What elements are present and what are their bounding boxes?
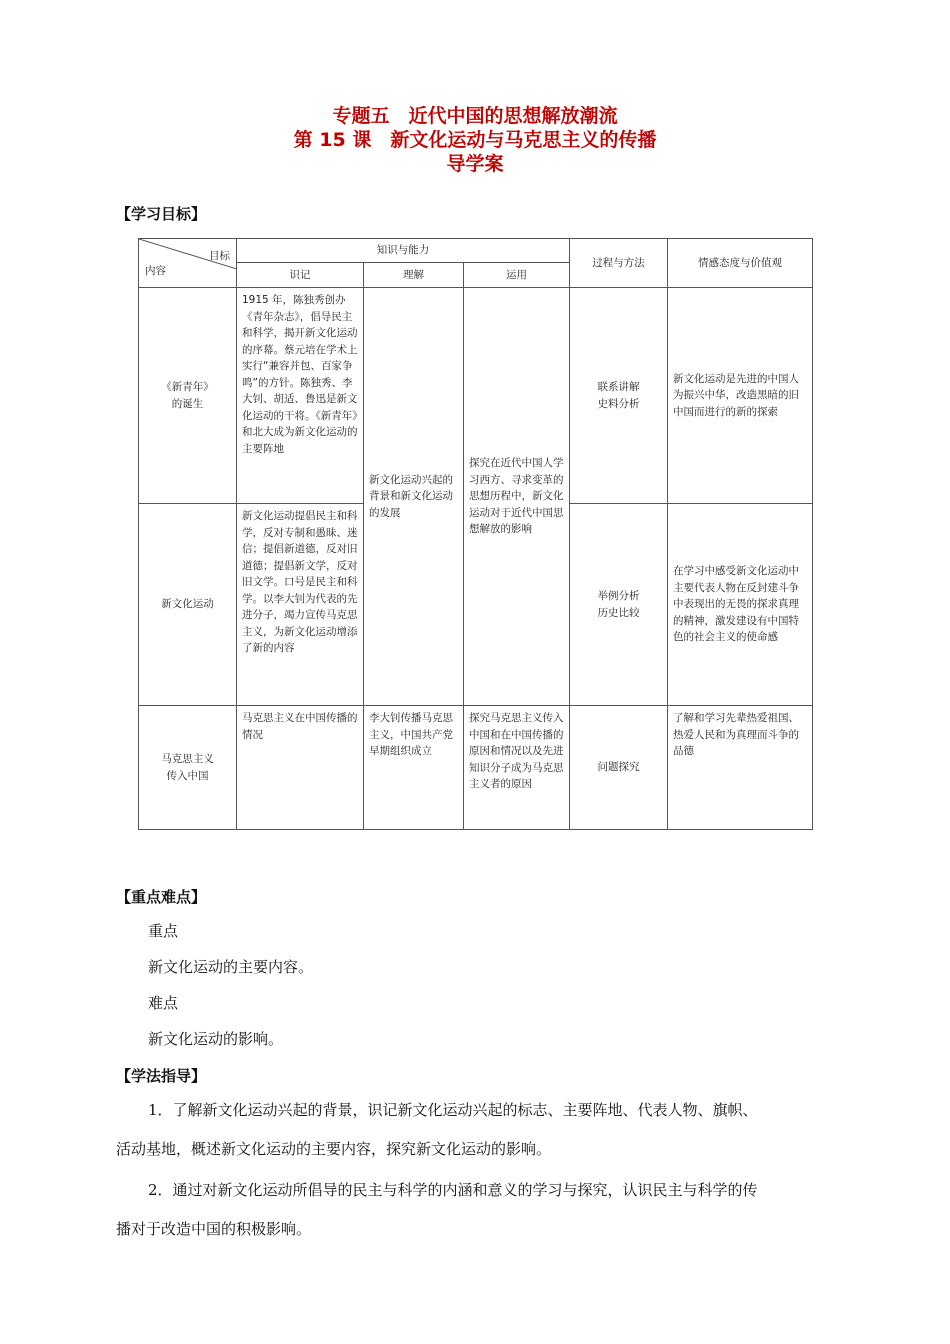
cell-process-marxism: 问题探究 — [570, 706, 668, 830]
header-knowledge-ability: 知识与能力 — [237, 239, 570, 263]
cell-emotion-new-culture: 在学习中感受新文化运动中主要代表人物在反封建斗争中表现出的无畏的探求真理的精神，激发建设有中国特色的社会主义的使命感 — [668, 504, 813, 706]
key-label: 重点 — [148, 922, 179, 940]
cell-understand-marxism: 李大钊传播马克思主义，中国共产党早期组织成立 — [364, 706, 464, 830]
objectives-heading: 【学习目标】 — [116, 205, 207, 223]
cell-recall-marxism: 马克思主义在中国传播的情况 — [237, 706, 364, 830]
header-recall: 识记 — [237, 263, 364, 288]
header-emotion-values: 情感态度与价值观 — [668, 239, 813, 288]
cell-emotion-new-youth: 新文化运动是先进的中国人为振兴中华，改造黑暗的旧中国而进行的新的探索 — [668, 288, 813, 504]
cell-process-new-youth: 联系讲解 史料分析 — [570, 288, 668, 504]
corner-label-content: 内容 — [145, 264, 166, 277]
row-name-new-youth: 《新青年》 的诞生 — [139, 288, 237, 504]
row-name-marxism: 马克思主义 传入中国 — [139, 706, 237, 830]
cell-apply-marxism: 探究马克思主义传入中国和在中国传播的原因和情况以及先进知识分子成为马克思主义者的原因 — [464, 706, 570, 830]
method-heading: 【学法指导】 — [116, 1067, 207, 1085]
header-process-method: 过程与方法 — [570, 239, 668, 288]
cell-process-new-culture: 举例分析 历史比较 — [570, 504, 668, 706]
corner-header-cell — [139, 239, 237, 288]
method-item-2-line-2: 播对于改造中国的积极影响。 — [116, 1220, 312, 1238]
objectives-table — [138, 238, 813, 830]
cell-understand-merged: 新文化运动兴起的背景和新文化运动的发展 — [364, 288, 464, 706]
method-item-1-line-1: 1．了解新文化运动兴起的背景，识记新文化运动兴起的标志、主要阵地、代表人物、旗帜、 — [148, 1101, 758, 1119]
difficulty-label: 难点 — [148, 994, 179, 1012]
method-item-2-line-1: 2．通过对新文化运动所倡导的民主与科学的内涵和意义的学习与探究，认识民主与科学的传 — [148, 1181, 758, 1199]
cell-apply-merged: 探究在近代中国人学习西方、寻求变革的思想历程中，新文化运动对于近代中国思想解放的影响 — [464, 288, 570, 706]
corner-label-objective: 目标 — [209, 250, 230, 262]
doc-type-title: 导学案 — [446, 153, 504, 175]
cell-recall-new-youth: 1915 年，陈独秀创办《青年杂志》，倡导民主和科学，揭开新文化运动的序幕。蔡元培在学术上实行“兼容并包、百家争鸣”的方针。陈独秀、李大钊、胡适、鲁迅是新文化运动的干将。《新青年》和北大成为新文化运动的主要阵地 — [237, 288, 364, 504]
cell-recall-new-culture: 新文化运动提倡民主和科学，反对专制和愚昧、迷信；提倡新道德，反对旧道德；提倡新文学，反对旧文学。口号是民主和科学。以李大钊为代表的先进分子，竭力宣传马克思主义，为新文化运动增添了新的内容 — [237, 504, 364, 706]
cell-emotion-marxism: 了解和学习先辈热爱祖国、热爱人民和为真理而斗争的品德 — [668, 706, 813, 830]
topic-title: 专题五 近代中国的思想解放潮流 — [332, 105, 618, 127]
lesson-title: 第 15 课 新文化运动与马克思主义的传播 — [293, 129, 657, 151]
method-item-1-line-2: 活动基地，概述新文化运动的主要内容，探究新文化运动的影响。 — [116, 1140, 552, 1158]
key-points-heading: 【重点难点】 — [116, 888, 207, 906]
row-name-new-culture: 新文化运动 — [139, 504, 237, 706]
header-understand: 理解 — [364, 263, 464, 288]
difficulty-text: 新文化运动的影响。 — [148, 1030, 284, 1048]
key-text: 新文化运动的主要内容。 — [148, 958, 314, 976]
header-apply: 运用 — [464, 263, 570, 288]
